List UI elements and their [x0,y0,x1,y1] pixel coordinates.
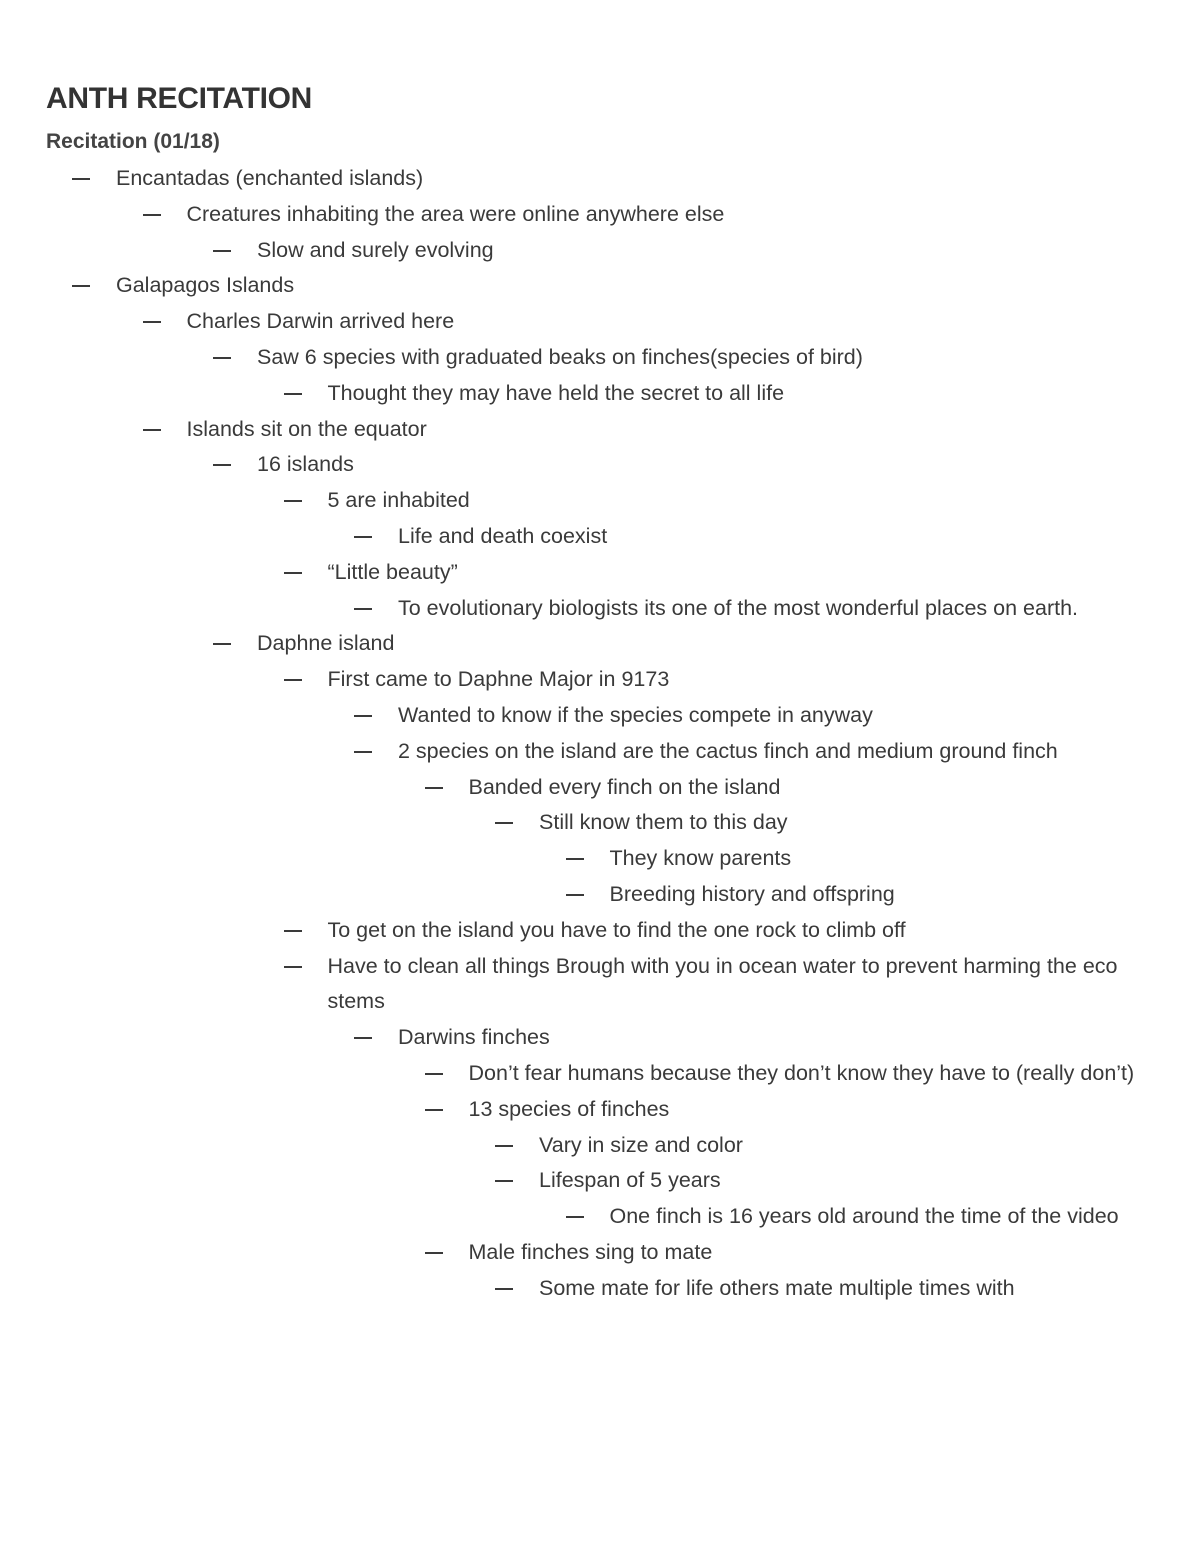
dash-bullet-icon [213,464,231,466]
outline-item-text: Some mate for life others mate multiple times with [539,1275,1015,1300]
outline-item-text: To get on the island you have to find the one rock to climb off [327,917,906,942]
dash-bullet-icon [143,214,161,216]
outline-item-text: Darwins finches [398,1025,550,1050]
outline-item [0,877,1140,913]
outline-item [0,1020,1140,1056]
outline-item-text: To evolutionary biologists its one of the most wonderful places on earth. [398,595,1079,620]
dash-bullet-icon [354,608,372,610]
dash-bullet-icon [143,429,161,431]
dash-bullet-icon [495,1288,513,1290]
outline-item-text: Islands sit on the equator [186,416,427,441]
dash-bullet-icon [354,536,372,538]
outline-item-text: “Little beauty” [327,559,458,584]
outline-item-text: Banded every finch on the island [468,774,781,799]
outline-item [0,1092,1140,1128]
outline-item [0,734,1140,770]
bullet-outline [0,161,1200,1307]
dash-bullet-icon [213,357,231,359]
outline-item [0,1199,1140,1235]
outline-item-text: One finch is 16 years old around the time of the video [609,1204,1119,1229]
outline-item-text: Don’t fear humans because they don’t know they have to (really don’t) [468,1060,1135,1085]
dash-bullet-icon [284,930,302,932]
outline-item-text: Have to clean all things Brough with you in ocean water to prevent harming the eco stems [327,953,1118,1014]
dash-bullet-icon [495,1180,513,1182]
outline-item [0,304,1140,340]
outline-item [0,805,1140,841]
dash-bullet-icon [566,858,584,860]
dash-bullet-icon [284,393,302,395]
outline-item [0,626,1140,662]
outline-item-text: Lifespan of 5 years [539,1168,721,1193]
outline-item [0,161,1140,197]
outline-item-text: Male finches sing to mate [468,1239,713,1264]
outline-item-text: Charles Darwin arrived here [186,309,455,334]
dash-bullet-icon [425,1252,443,1254]
dash-bullet-icon [566,894,584,896]
outline-item [0,1271,1140,1307]
dash-bullet-icon [72,178,90,180]
outline-item [0,1163,1140,1199]
outline-item-text: Vary in size and color [539,1132,743,1157]
outline-item [0,698,1140,734]
outline-item-text: Galapagos Islands [116,273,295,298]
outline-item-text: Wanted to know if the species compete in anyway [398,702,873,727]
outline-item [0,268,1140,304]
outline-item [0,913,1140,949]
outline-item [0,483,1140,519]
dash-bullet-icon [72,285,90,287]
dash-bullet-icon [284,500,302,502]
outline-item [0,197,1140,233]
dash-bullet-icon [284,572,302,574]
outline-item [0,340,1140,376]
outline-item [0,1128,1140,1164]
dash-bullet-icon [284,966,302,968]
outline-item [0,1235,1140,1271]
dash-bullet-icon [425,1073,443,1075]
outline-item-text: Thought they may have held the secret to all life [327,380,785,405]
outline-item-text: 2 species on the island are the cactus finch and medium ground finch [398,738,1058,763]
outline-item-text: Breeding history and offspring [609,881,895,906]
outline-item-text: Encantadas (enchanted islands) [116,166,424,190]
outline-item [0,1056,1140,1092]
outline-item [0,770,1140,806]
dash-bullet-icon [213,250,231,252]
outline-item [0,233,1140,269]
outline-item-text: First came to Daphne Major in 9173 [327,667,670,692]
dash-bullet-icon [425,787,443,789]
outline-item-text: Saw 6 species with graduated beaks on finches(species of bird) [257,344,863,369]
outline-item-text: Creatures inhabiting the area were online anywhere else [186,201,725,226]
outline-item [0,447,1140,483]
outline-item-text: They know parents [609,846,792,871]
dash-bullet-icon [213,643,231,645]
outline-item-text: 16 islands [257,452,354,477]
outline-item-text: 13 species of finches [468,1096,670,1121]
document-title: ANTH RECITATION [46,82,313,115]
outline-item [0,555,1140,591]
dash-bullet-icon [284,679,302,681]
outline-item [0,591,1140,627]
outline-item [0,662,1140,698]
dash-bullet-icon [566,1216,584,1218]
outline-item-text: Slow and surely evolving [257,237,494,262]
outline-item [0,376,1140,412]
dash-bullet-icon [354,715,372,717]
outline-item-text: Life and death coexist [398,523,608,548]
outline-item [0,412,1140,448]
dash-bullet-icon [495,822,513,824]
outline-item-text: Still know them to this day [539,810,788,835]
dash-bullet-icon [354,1037,372,1039]
outline-item [0,841,1140,877]
outline-item [0,949,1140,1021]
outline-item-text: Daphne island [257,631,395,656]
outline-item-text: 5 are inhabited [327,488,470,513]
dash-bullet-icon [425,1109,443,1111]
dash-bullet-icon [495,1145,513,1147]
outline-item [0,519,1140,555]
dash-bullet-icon [143,321,161,323]
dash-bullet-icon [354,751,372,753]
section-heading: Recitation (01/18) [46,130,220,153]
